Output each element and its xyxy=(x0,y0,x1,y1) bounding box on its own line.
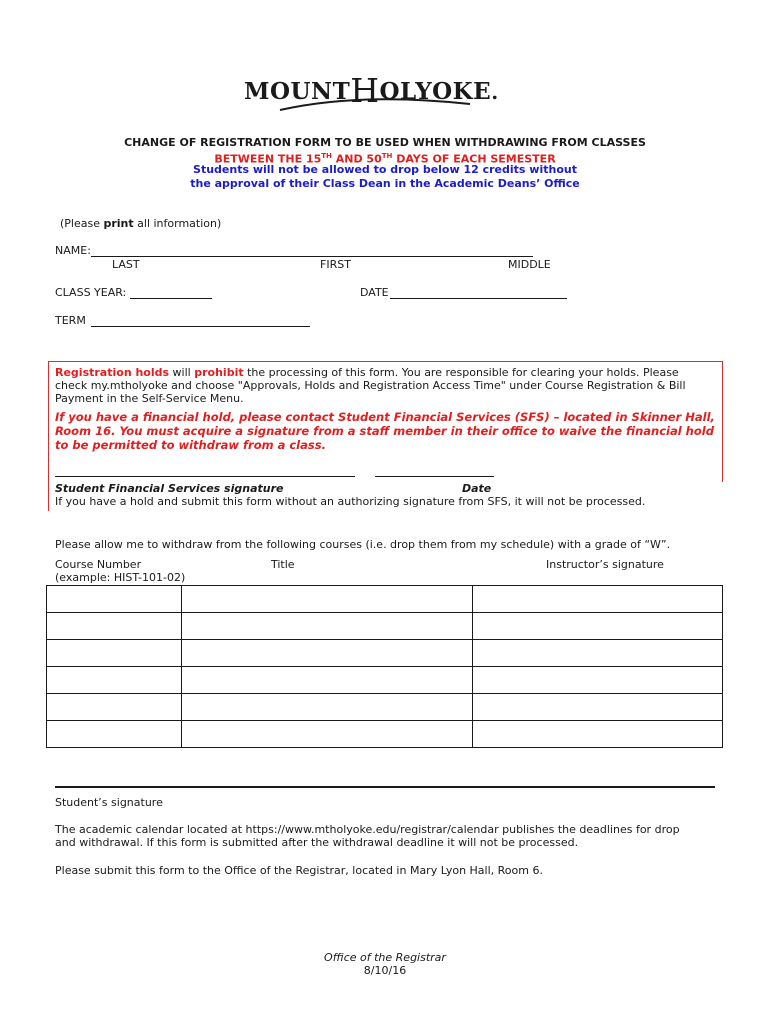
sfs-date-label: Date xyxy=(462,482,492,495)
form-title: CHANGE OF REGISTRATION FORM TO BE USED WHEN WITHDRAWING FROM CLASSES xyxy=(124,136,646,149)
table-row xyxy=(47,613,723,640)
table-row xyxy=(47,721,723,748)
term-field[interactable] xyxy=(91,326,310,327)
table-row xyxy=(47,640,723,667)
credit-warning-line1: Students will not be allowed to drop below 12 credits without xyxy=(193,163,577,176)
print-instruction: (Please print all information) xyxy=(60,217,222,230)
name-field[interactable] xyxy=(91,256,533,257)
deadline-note: BETWEEN THE 15TH AND 50TH DAYS OF EACH SEMESTER xyxy=(214,152,556,166)
middle-name-label: MIDDLE xyxy=(508,258,551,271)
date-label: DATE xyxy=(360,286,389,299)
title-header: Title xyxy=(271,558,295,571)
class-year-field[interactable] xyxy=(130,298,212,299)
title-cell[interactable] xyxy=(182,586,473,613)
course-number-cell[interactable] xyxy=(47,667,182,694)
financial-hold-line3: to be permitted to withdraw from a class. xyxy=(55,438,326,452)
hold-note: If you have a hold and submit this form without an authorizing signature from SFS, it will not be processed. xyxy=(55,495,646,508)
table-row xyxy=(47,586,723,613)
sfs-signature-label: Student Financial Services signature xyxy=(55,482,284,495)
title-cell[interactable] xyxy=(182,640,473,667)
office-name: Office of the Registrar xyxy=(324,951,446,964)
title-cell[interactable] xyxy=(182,613,473,640)
holds-text-line2: check my.mtholyoke and choose "Approvals, Holds and Registration Access Time" under Course Registration & Bill xyxy=(55,379,686,392)
instructor-signature-cell[interactable] xyxy=(473,613,723,640)
form-date: 8/10/16 xyxy=(363,964,407,977)
course-number-cell[interactable] xyxy=(47,640,182,667)
course-number-cell[interactable] xyxy=(47,586,182,613)
logo-wordmark: MOUNTHOLYOKE. xyxy=(244,71,499,110)
financial-hold-line2: Room 16. You must acquire a signature from a staff member in their office to waive the financial hold xyxy=(55,424,714,438)
withdraw-intro: Please allow me to withdraw from the following courses (i.e. drop them from my schedule) with a grade of “W”. xyxy=(55,538,671,551)
course-number-example: (example: HIST-101-02) xyxy=(55,571,186,584)
sfs-date-field[interactable] xyxy=(375,476,494,477)
instructor-signature-header: Instructor’s signature xyxy=(546,558,664,571)
table-row xyxy=(47,667,723,694)
course-number-cell[interactable] xyxy=(47,721,182,748)
instructor-signature-cell[interactable] xyxy=(473,721,723,748)
course-table xyxy=(46,585,723,748)
instructor-signature-cell[interactable] xyxy=(473,694,723,721)
title-cell[interactable] xyxy=(182,694,473,721)
instructor-signature-cell[interactable] xyxy=(473,586,723,613)
instructor-signature-cell[interactable] xyxy=(473,640,723,667)
mount-holyoke-logo xyxy=(240,60,530,112)
name-label: NAME: xyxy=(55,244,91,257)
calendar-note-line1: The academic calendar located at https://www.mtholyoke.edu/registrar/calendar publishes the deadlines for drop xyxy=(55,823,680,836)
holds-text-line3: Payment in the Self-Service Menu. xyxy=(55,392,244,405)
date-field[interactable] xyxy=(390,298,567,299)
logo-swoosh-icon xyxy=(240,60,530,112)
submit-instruction: Please submit this form to the Office of the Registrar, located in Mary Lyon Hall, Room 6. xyxy=(55,864,543,877)
calendar-note-line2: and withdrawal. If this form is submitted after the withdrawal deadline it will not be processed. xyxy=(55,836,579,849)
student-signature-label: Student’s signature xyxy=(55,796,163,809)
last-name-label: LAST xyxy=(112,258,140,271)
class-year-label: CLASS YEAR: xyxy=(55,286,127,299)
student-signature-field[interactable] xyxy=(55,786,715,788)
term-label: TERM xyxy=(55,314,86,327)
first-name-label: FIRST xyxy=(320,258,351,271)
instructor-signature-cell[interactable] xyxy=(473,667,723,694)
holds-text-line1: Registration holds will prohibit the processing of this form. You are responsible for clearing your holds. Please xyxy=(55,366,679,379)
title-cell[interactable] xyxy=(182,667,473,694)
table-row xyxy=(47,694,723,721)
credit-warning-line2: the approval of their Class Dean in the Academic Deans’ Office xyxy=(190,177,580,190)
course-number-cell[interactable] xyxy=(47,613,182,640)
financial-hold-line1: If you have a financial hold, please contact Student Financial Services (SFS) – located in Skinner Hall, xyxy=(55,410,715,424)
course-number-cell[interactable] xyxy=(47,694,182,721)
holds-box-edge xyxy=(48,481,49,511)
course-number-header: Course Number xyxy=(55,558,142,571)
title-cell[interactable] xyxy=(182,721,473,748)
sfs-signature-field[interactable] xyxy=(55,476,355,477)
